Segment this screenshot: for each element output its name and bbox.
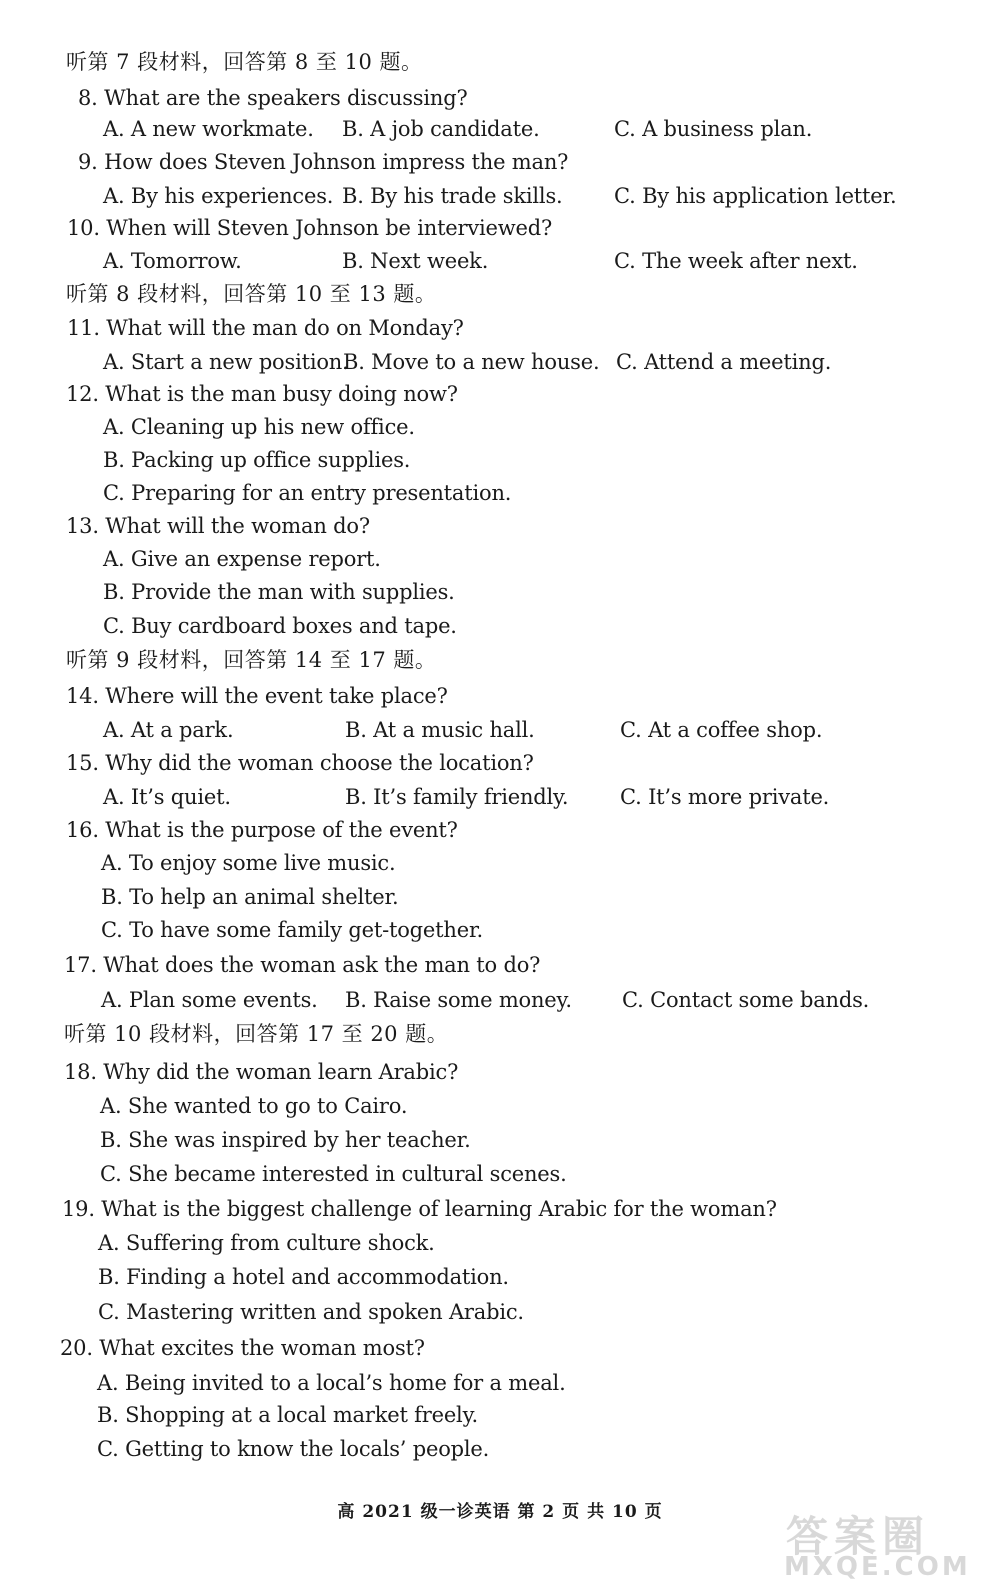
question-9-option-b: B. By his trade skills. bbox=[342, 184, 563, 208]
watermark-logo bbox=[782, 1504, 982, 1582]
question-15-option-c: C. It’s more private. bbox=[620, 785, 830, 809]
question-16-option-c: C. To have some family get-together. bbox=[101, 918, 483, 942]
question-14-option-b: B. At a music hall. bbox=[345, 718, 535, 742]
question-19-stem: 19. What is the biggest challenge of learning Arabic for the woman? bbox=[62, 1197, 777, 1221]
section-heading-8: 听第 8 段材料，回答第 10 至 13 题。 bbox=[66, 282, 437, 306]
question-12-option-b: B. Packing up office supplies. bbox=[103, 448, 411, 472]
question-11-option-a: A. Start a new position. bbox=[103, 350, 349, 374]
question-14-option-a: A. At a park. bbox=[103, 718, 234, 742]
page-footer: 高 2021 级一诊英语 第 2 页 共 10 页 bbox=[337, 1502, 663, 1522]
question-12-option-a: A. Cleaning up his new office. bbox=[103, 415, 415, 439]
question-15-option-b: B. It’s family friendly. bbox=[345, 785, 569, 809]
question-11-option-c: C. Attend a meeting. bbox=[616, 350, 832, 374]
question-19-option-c: C. Mastering written and spoken Arabic. bbox=[98, 1300, 524, 1324]
watermark-bottom-text: MXQE.COM bbox=[784, 1552, 971, 1582]
question-18-stem: 18. Why did the woman learn Arabic? bbox=[64, 1060, 459, 1084]
question-12-stem: 12. What is the man busy doing now? bbox=[66, 382, 458, 406]
question-8-option-a: A. A new workmate. bbox=[103, 117, 314, 141]
question-18-option-a: A. She wanted to go to Cairo. bbox=[100, 1094, 408, 1118]
question-10-option-c: C. The week after next. bbox=[614, 249, 858, 273]
question-16-option-a: A. To enjoy some live music. bbox=[101, 851, 396, 875]
question-13-option-c: C. Buy cardboard boxes and tape. bbox=[103, 614, 457, 638]
section-heading-7: 听第 7 段材料，回答第 8 至 10 题。 bbox=[66, 50, 423, 74]
question-10-option-b: B. Next week. bbox=[342, 249, 489, 273]
question-14-stem: 14. Where will the event take place? bbox=[66, 684, 448, 708]
question-8-stem: 8. What are the speakers discussing? bbox=[78, 86, 468, 110]
question-19-option-b: B. Finding a hotel and accommodation. bbox=[98, 1265, 509, 1289]
question-19-option-a: A. Suffering from culture shock. bbox=[98, 1231, 435, 1255]
question-9-option-c: C. By his application letter. bbox=[614, 184, 897, 208]
question-12-option-c: C. Preparing for an entry presentation. bbox=[103, 481, 512, 505]
question-20-option-a: A. Being invited to a local’s home for a meal. bbox=[97, 1371, 566, 1395]
question-10-stem: 10. When will Steven Johnson be interviewed? bbox=[67, 216, 553, 240]
question-16-option-b: B. To help an animal shelter. bbox=[101, 885, 399, 909]
question-11-stem: 11. What will the man do on Monday? bbox=[67, 316, 464, 340]
question-13-option-a: A. Give an expense report. bbox=[103, 547, 381, 571]
question-16-stem: 16. What is the purpose of the event? bbox=[66, 818, 458, 842]
question-17-option-c: C. Contact some bands. bbox=[622, 988, 870, 1012]
question-13-option-b: B. Provide the man with supplies. bbox=[103, 580, 455, 604]
question-10-option-a: A. Tomorrow. bbox=[103, 249, 242, 273]
question-8-option-b: B. A job candidate. bbox=[342, 117, 540, 141]
question-15-option-a: A. It’s quiet. bbox=[103, 785, 231, 809]
question-17-stem: 17. What does the woman ask the man to do? bbox=[64, 953, 541, 977]
question-14-option-c: C. At a coffee shop. bbox=[620, 718, 823, 742]
question-11-option-b: B. Move to a new house. bbox=[343, 350, 600, 374]
question-20-option-c: C. Getting to know the locals’ people. bbox=[97, 1437, 490, 1461]
section-heading-10: 听第 10 段材料，回答第 17 至 20 题。 bbox=[64, 1022, 449, 1046]
question-17-option-b: B. Raise some money. bbox=[345, 988, 572, 1012]
question-18-option-b: B. She was inspired by her teacher. bbox=[100, 1128, 471, 1152]
question-9-stem: 9. How does Steven Johnson impress the man? bbox=[78, 150, 569, 174]
watermark-top-text: 答案圈 bbox=[786, 1512, 931, 1561]
question-20-option-b: B. Shopping at a local market freely. bbox=[97, 1403, 478, 1427]
question-18-option-c: C. She became interested in cultural scenes. bbox=[100, 1162, 567, 1186]
question-15-stem: 15. Why did the woman choose the location? bbox=[66, 751, 534, 775]
question-8-option-c: C. A business plan. bbox=[614, 117, 813, 141]
question-13-stem: 13. What will the woman do? bbox=[66, 514, 370, 538]
question-17-option-a: A. Plan some events. bbox=[101, 988, 318, 1012]
question-9-option-a: A. By his experiences. bbox=[103, 184, 334, 208]
section-heading-9: 听第 9 段材料，回答第 14 至 17 题。 bbox=[66, 648, 437, 672]
question-20-stem: 20. What excites the woman most? bbox=[60, 1336, 425, 1360]
